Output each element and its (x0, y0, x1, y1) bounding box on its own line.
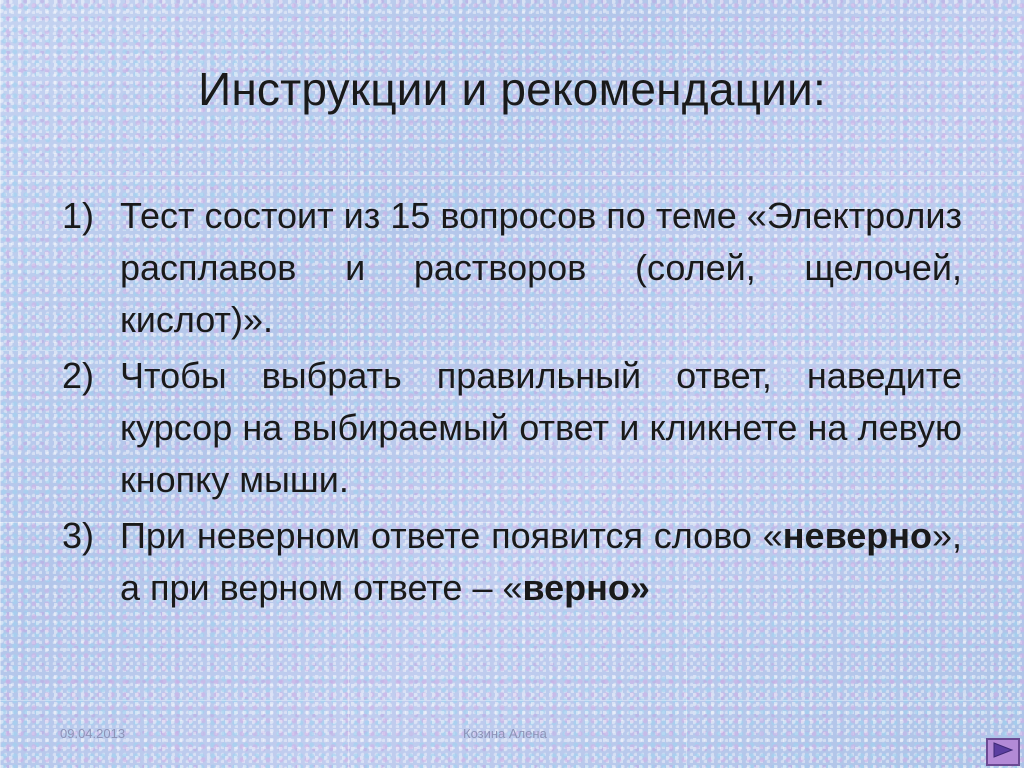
play-next-icon (992, 742, 1014, 763)
item-text: Чтобы выбрать правильный ответ, наведите курсор на выбираемый ответ и кликнете на левую кнопку мыши. (120, 355, 962, 500)
slide-title: Инструкции и рекомендации: (198, 63, 826, 115)
grid-line (0, 175, 1024, 176)
item-number: 1) (62, 195, 95, 236)
footer-author: Козина Алена (463, 726, 547, 741)
grid-line (0, 700, 1024, 701)
next-slide-button[interactable] (986, 738, 1020, 766)
item-text (120, 510, 962, 614)
list-item (62, 190, 962, 346)
list-item (62, 510, 962, 614)
correct-word: верно» (522, 567, 650, 608)
item-text-part: », а при верном ответе – « (120, 515, 962, 608)
instructions-list (62, 190, 962, 618)
list-item (62, 350, 962, 506)
incorrect-word: неверно (782, 515, 932, 556)
item-text: Тест состоит из 15 вопросов по теме «Электролиз расплавов и растворов (солей, щелочей, кислот)». (120, 195, 962, 340)
item-number: 2) (62, 355, 95, 396)
item-number: 3) (62, 515, 95, 556)
footer-date: 09.04.2013 (60, 726, 126, 741)
item-text-part: При неверном ответе появится слово « (120, 515, 783, 556)
